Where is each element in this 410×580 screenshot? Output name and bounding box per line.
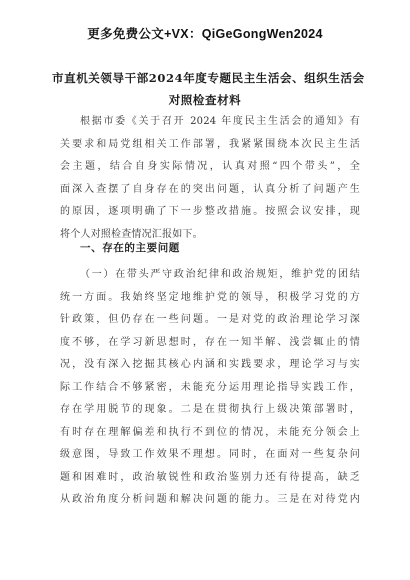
paragraph-line: 有时存在理解偏差和执行不到位的情况，未能充分领会上 [60,426,360,438]
paragraph-line: 面深入查摆了自身存在的突出问题，认真分析了问题产生 [60,183,360,195]
paragraph-line: 度不够，在学习新思想时，存在一知半解、浅尝辄止的情 [60,336,360,348]
paragraph-line: 关要求和局党组相关工作部署，我紧紧围绕本次民主生活 [60,138,360,150]
paragraph-line: 况，没有深入挖掘其核心内涵和实践要求，理论学习与实 [60,359,360,370]
paragraph-line: 题和困难时，政治敏锐性和政治鉴别力还有待提高，缺乏 [60,471,360,483]
paragraph-line: 针政策，但仍存在一些问题。一是对党的政治理论学习深 [60,314,360,325]
section-heading: 一、存在的主要问题 [80,242,180,254]
paragraph-line: 际工作结合不够紧密，未能充分运用理论指导实践工作， [60,381,360,393]
paragraph-line: 会主题，结合自身实际情况，认真对照“四个带头”，全 [60,161,360,172]
paragraph-line: （一）在带头严守政治纪律和政治规矩，维护党的团结 [80,269,360,280]
paragraph-line: 根据市委《关于召开 2024 年度民主生活会的通知》有 [80,116,360,127]
paragraph-line: 存在学用脱节的现象。二是在贯彻执行上级决策部署时， [60,404,360,415]
paragraph-line: 级意图，导致工作效果不理想。同时，在面对一些复杂问 [60,449,360,460]
paragraph-line: 将个人对照检查情况汇报如下。 [60,228,203,240]
intro-paragraph [60,111,360,246]
body-paragraph [60,264,360,512]
promo-header: 更多免费公文+VX：QiGeGongWen2024 [87,27,323,41]
paragraph-line: 的原因，逐项明确了下一步整改措施。按照会议安排，现 [60,206,360,217]
paragraph-line: 统一方面。我始终坚定地维护党的领导，积极学习党的方 [60,291,360,303]
document-title-line-1: 市直机关领导干部2024年度专题民主生活会、组织生活会 [52,71,365,85]
paragraph-line: 从政治角度分析问题和解决问题的能力。三是在对待党内 [60,494,360,505]
document-title-line-2: 对照检查材料 [168,93,242,107]
